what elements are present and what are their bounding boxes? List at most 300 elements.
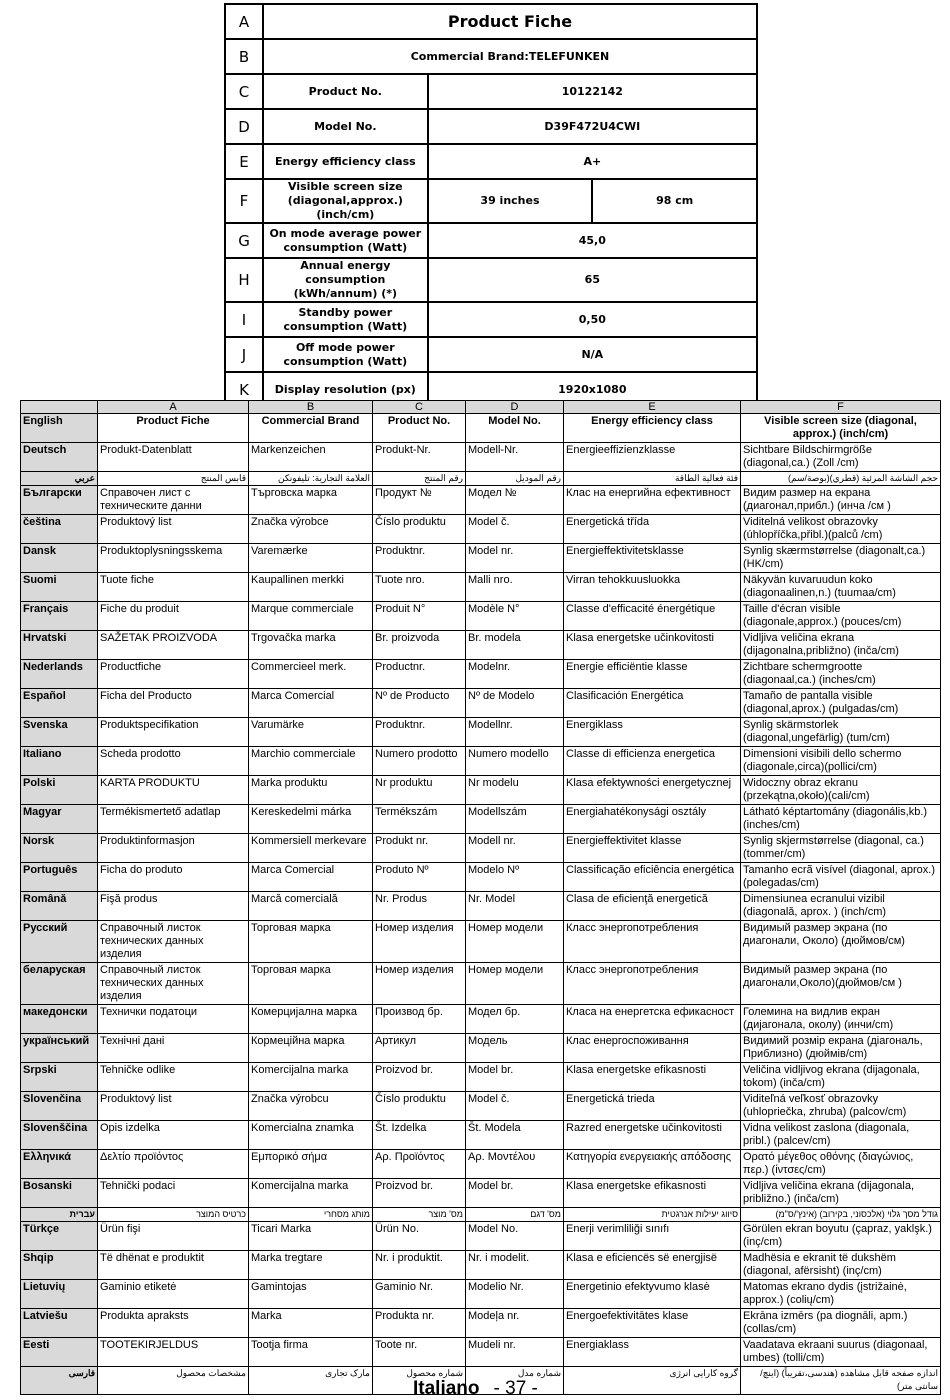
column-letter: D [466,401,564,414]
fiche-letter: F [225,179,263,223]
language-name: Slovenčina [21,1092,98,1121]
translation-cell: Matomas ekrano dydis (įstrižainė, approx.) (colių/cm) [741,1280,941,1309]
translation-cell: Energie efficiëntie klasse [564,660,741,689]
language-name: Svenska [21,718,98,747]
fiche-row [225,4,757,39]
translation-cell: Klasa energetske učinkovitosti [564,631,741,660]
translation-cell: Видимый размер экрана (по диагонали, Около) (дюймов/см) [741,921,941,963]
translation-cell: SAŽETAK PROIZVODA [98,631,249,660]
language-row [21,1208,941,1222]
translation-cell: Vaadatava ekraani suurus (diagonaal, umbes) (tolli/cm) [741,1338,941,1367]
column-letter: E [564,401,741,414]
translation-cell: Комерцијална марка [249,1005,373,1034]
language-row [21,689,941,718]
language-row [21,1034,941,1063]
language-row [21,1179,941,1208]
language-name: Italiano [21,747,98,776]
language-row [21,602,941,631]
translation-cell: Taille d'écran visible (diagonale,approx.) (pouces/cm) [741,602,941,631]
translation-cell: Energiahatékonysági osztály [564,805,741,834]
translation-cell: Tuote nro. [373,573,466,602]
language-name: Български [21,486,98,515]
language-name: عربي [21,472,98,486]
translation-cell: رقم المنتج [373,472,466,486]
translation-cell: Торговая марка [249,921,373,963]
translation-cell: Клас енергоспоживання [564,1034,741,1063]
language-row [21,472,941,486]
language-name: עברית [21,1208,98,1222]
language-row [21,1251,941,1280]
translation-cell: Vidljiva veličina ekrana (dijagonala, približno.) (inča/cm) [741,1179,941,1208]
translation-cell: Produto Nº [373,863,466,892]
fiche-value-secondary: 98 cm [592,179,757,223]
translation-cell: Marka produktu [249,776,373,805]
translation-cell: Zichtbare schermgrootte (diagonaal,ca.) (inches/cm) [741,660,941,689]
translation-cell: Model nr. [466,544,564,573]
column-header: Visible screen size (diagonal, approx.) (inch/cm) [741,414,941,443]
fiche-value: 45,0 [428,223,757,258]
language-name: Français [21,602,98,631]
translation-cell: Артикул [373,1034,466,1063]
translation-cell: Ficha del Producto [98,689,249,718]
translation-cell: حجم الشاشة المرئية (قطري)(بوصة/سم) [741,472,941,486]
language-row [21,1280,941,1309]
language-name: беларуская [21,963,98,1005]
translation-cell: Tamaño de pantalla visible (diagonal,aprox.) (pulgadas/cm) [741,689,941,718]
language-name: Shqip [21,1251,98,1280]
translation-cell: Модель [466,1034,564,1063]
translation-cell: Trgovačka marka [249,631,373,660]
translation-cell: Modellnr. [466,718,564,747]
translation-cell: Fiche du produit [98,602,249,631]
translation-cell: Marka [249,1309,373,1338]
fiche-label: Annual energy consumption (kWh/annum) (*) [263,258,428,302]
translation-cell: Číslo produktu [373,1092,466,1121]
language-row [21,1005,941,1034]
fiche-letter: C [225,74,263,109]
translation-cell: Marchio commerciale [249,747,373,776]
language-name: Lietuvių [21,1280,98,1309]
language-row [21,486,941,515]
translation-cell: Vidljiva veličina ekrana (dijagonalna,približno) (inča/cm) [741,631,941,660]
translation-cell: Marca Comercial [249,689,373,718]
translation-cell: Modell nr. [466,834,564,863]
translation-cell: Energieeffizienzklasse [564,443,741,472]
translation-cell: Vidna velikost zaslona (diagonala, pribl.) (palcev/cm) [741,1121,941,1150]
translation-cell: Големина на видлив екран (дијагонала, околу) (инчи/cm) [741,1005,941,1034]
language-name: Română [21,892,98,921]
fiche-letter: I [225,302,263,337]
language-row [21,1063,941,1092]
translation-cell: Opis izdelka [98,1121,249,1150]
fiche-value: 1920x1080 [428,372,757,407]
fiche-row [225,258,757,302]
translation-cell: Търговска марка [249,486,373,515]
translation-cell: Energetická trieda [564,1092,741,1121]
translation-cell: Mudeli nr. [466,1338,564,1367]
language-row [21,805,941,834]
translation-cell: Enerji verimliliği sınıfı [564,1222,741,1251]
fiche-label: Product No. [263,74,428,109]
language-name: Русский [21,921,98,963]
language-row [21,1121,941,1150]
fiche-letter: H [225,258,263,302]
translation-cell: Numero modello [466,747,564,776]
translation-cell: Номер модели [466,921,564,963]
language-row [21,515,941,544]
translation-cell: شماره محصول [373,1367,466,1395]
translation-cell: Класс энергопотребления [564,963,741,1005]
fiche-row [225,39,757,74]
language-row [21,660,941,689]
fiche-letter: K [225,372,263,407]
fiche-label: Visible screen size (diagonal,approx.) (inch/cm) [263,179,428,223]
language-name: Srpski [21,1063,98,1092]
translation-cell: Produkta apraksts [98,1309,249,1338]
translation-cell: Видимий розмір екрана (діагональ, Приблизно) (дюймів/cm) [741,1034,941,1063]
translation-cell: فئة فعالية الطاقة [564,472,741,486]
language-name: Eesti [21,1338,98,1367]
translation-cell: Productfiche [98,660,249,689]
translation-cell: Classificação eficiência energética [564,863,741,892]
translation-cell: Dimensioni visibili dello schermo (diagonale,circa)(pollici/cm) [741,747,941,776]
translation-cell: Proizvod br. [373,1063,466,1092]
translation-cell: مارک تجاری [249,1367,373,1395]
translation-cell: Energieffektivitetsklasse [564,544,741,573]
language-row [21,544,941,573]
translation-cell: Model br. [466,1179,564,1208]
translation-cell: Veličina vidljivog ekrana (dijagonala, tokom) (inča/cm) [741,1063,941,1092]
translation-cell: Технічні дані [98,1034,249,1063]
translation-cell: Razred energetske učinkovitosti [564,1121,741,1150]
translation-cell: Modelnr. [466,660,564,689]
translation-cell: Scheda prodotto [98,747,249,776]
column-letter: F [741,401,941,414]
language-name: Polski [21,776,98,805]
translation-cell: Varemærke [249,544,373,573]
translation-cell: Modelo Nº [466,863,564,892]
translation-cell: Produkt nr. [373,834,466,863]
translation-cell: Energieffektivitet klasse [564,834,741,863]
translation-cell: Fişă produs [98,892,249,921]
translation-cell: Modelio Nr. [466,1280,564,1309]
translation-cell: Näkyvän kuvaruudun koko (diagonaalinen,n.) (tuumaa/cm) [741,573,941,602]
translation-cell: Видимый размер экрана (по диагонали,Около)(дюймов/см ) [741,963,941,1005]
translation-cell: Торговая марка [249,963,373,1005]
translation-cell: Komercijalna marka [249,1179,373,1208]
translation-cell: Κατηγορία ενεργειακής απόδοσης [564,1150,741,1179]
translation-cell: Synlig skærmstørrelse (diagonalt,ca.) (HK/cm) [741,544,941,573]
translation-cell: شماره مدل [466,1367,564,1395]
language-name: Nederlands [21,660,98,689]
translation-cell: Nr. i modelit. [466,1251,564,1280]
language-name: Magyar [21,805,98,834]
fiche-value: 39 inches [428,179,593,223]
translation-cell: Gaminio etiketė [98,1280,249,1309]
translation-cell: Virran tehokkuusluokka [564,573,741,602]
language-row [21,1150,941,1179]
translation-cell: Clasa de eficienţă energetică [564,892,741,921]
translation-cell: Clasificación Energética [564,689,741,718]
translation-cell: Commercieel merk. [249,660,373,689]
translation-cell: Br. proizvoda [373,631,466,660]
column-header: Product No. [373,414,466,443]
column-header: Energy efficiency class [564,414,741,443]
translation-cell: Toote nr. [373,1338,466,1367]
translation-cell: Nr. Model [466,892,564,921]
translation-cell: Model č. [466,1092,564,1121]
language-name: Dansk [21,544,98,573]
language-row [21,718,941,747]
translation-cell: Εμπορικό σήμα [249,1150,373,1179]
translation-cell: Produktový list [98,1092,249,1121]
translation-cell: Markenzeichen [249,443,373,472]
translation-cell: מס' דגם [466,1208,564,1222]
language-name: Suomi [21,573,98,602]
translation-cell: Číslo produktu [373,515,466,544]
translation-cell: Numero prodotto [373,747,466,776]
language-row [21,747,941,776]
fiche-value: 0,50 [428,302,757,337]
translation-cell: Ticari Marka [249,1222,373,1251]
language-row [21,921,941,963]
translation-cell: Справочный листок технических данных изделия [98,921,249,963]
translation-cell: Látható képtartomány (diagonális,kb.) (inches/cm) [741,805,941,834]
fiche-row [225,179,757,223]
translation-cell: Produktnr. [373,718,466,747]
translation-cell: العلامة التجارية: تليفونكن [249,472,373,486]
language-row [21,863,941,892]
fiche-value: 10122142 [428,74,757,109]
language-name: فارسی [21,1367,98,1395]
translation-cell: Справочен лист с техническите данни [98,486,249,515]
translation-cell: مشخصات محصول [98,1367,249,1395]
translation-cell: Modèle N° [466,602,564,631]
translation-cell: Produkt-Datenblatt [98,443,249,472]
translation-cell: Modeļa nr. [466,1309,564,1338]
fiche-row [225,109,757,144]
translation-cell: Model br. [466,1063,564,1092]
translation-cell: Klasa energetske efikasnosti [564,1063,741,1092]
fiche-row [225,144,757,179]
column-letters-row [21,401,941,414]
translation-cell: Ορατό μέγεθος οθόνης (διαγώνιος, περ.) (ίντσες/cm) [741,1150,941,1179]
fiche-value: A+ [428,144,757,179]
language-name: Latviešu [21,1309,98,1338]
translation-cell: Madhësia e ekranit të dukshëm (diagonal, afërsisht) (inç/cm) [741,1251,941,1280]
language-row [21,573,941,602]
fiche-label: Display resolution (px) [263,372,428,407]
language-name: Norsk [21,834,98,863]
translation-cell: כרטיס המוצר [98,1208,249,1222]
column-letter: C [373,401,466,414]
translation-cell: Produktnr. [373,544,466,573]
translation-cell: Të dhënat e produktit [98,1251,249,1280]
translation-cell: Gaminio Nr. [373,1280,466,1309]
translation-cell: Energetická třída [564,515,741,544]
language-row [21,776,941,805]
column-header: Commercial Brand [249,414,373,443]
translation-cell: Značka výrobce [249,515,373,544]
translation-cell: Gamintojas [249,1280,373,1309]
translation-cell: Produktoplysningsskema [98,544,249,573]
translation-cell: סיווג יעילות אנרגטית [564,1208,741,1222]
language-name: Bosanski [21,1179,98,1208]
translation-cell: Model č. [466,515,564,544]
language-name: македонски [21,1005,98,1034]
language-name: Deutsch [21,443,98,472]
language-row [21,631,941,660]
translation-cell: Модел бр. [466,1005,564,1034]
fiche-letter: A [225,4,263,39]
translation-cell: Marka tregtare [249,1251,373,1280]
translation-cell: Komercijalna marka [249,1063,373,1092]
translation-cell: מותג מסחרי [249,1208,373,1222]
translation-cell: Nr. Produs [373,892,466,921]
translation-cell: Ürün No. [373,1222,466,1251]
translation-cell: Nr. i produktit. [373,1251,466,1280]
translation-cell: Št. Izdelka [373,1121,466,1150]
header-row [21,414,941,443]
translation-cell: Tehnički podaci [98,1179,249,1208]
translation-cell: Класа на енергетска ефикасност [564,1005,741,1034]
translation-cell: رقم الموديل [466,472,564,486]
product-fiche-table [224,3,758,408]
translation-cell: TOOTEKIRJELDUS [98,1338,249,1367]
fiche-letter: E [225,144,263,179]
translation-cell: Kereskedelmi márka [249,805,373,834]
translation-cell: Номер модели [466,963,564,1005]
translation-cell: Viditeľná veľkosť obrazovky (uhlopriečka, zhruba) (palcov/cm) [741,1092,941,1121]
translation-cell: Модел № [466,486,564,515]
language-name: čeština [21,515,98,544]
language-name: English [21,414,98,443]
fiche-label: Standby power consumption (Watt) [263,302,428,337]
fiche-label: Off mode power consumption (Watt) [263,337,428,372]
translation-cell: گروه کارایی انرژی [564,1367,741,1395]
column-letter: B [249,401,373,414]
translation-cell: Energiaklass [564,1338,741,1367]
translation-cell: Kommersiell merkevare [249,834,373,863]
fiche-brand: Commercial Brand:TELEFUNKEN [263,39,757,74]
translation-cell: Tuote fiche [98,573,249,602]
translation-cell: Produktinformasjon [98,834,249,863]
translation-cell: Termékszám [373,805,466,834]
language-name: Hrvatski [21,631,98,660]
translation-cell: Modellszám [466,805,564,834]
translation-cell: Viditelná velikost obrazovky (úhlopříčka,přibl.)(palců /cm) [741,515,941,544]
translation-cell: Marca Comercial [249,863,373,892]
footer-language: Italiano [413,1378,480,1399]
translation-cell: Tamanho ecrã visível (diagonal, aprox.) (polegadas/cm) [741,863,941,892]
translation-cell: Br. modela [466,631,564,660]
fiche-row [225,74,757,109]
language-row [21,1092,941,1121]
translation-cell: Видим размер на екрана (диагонал,прибл.) (инча /см ) [741,486,941,515]
translation-cell: Tehničke odlike [98,1063,249,1092]
translation-cell: Δελτίο προϊόντος [98,1150,249,1179]
translation-cell: Klasa energetske efikasnosti [564,1179,741,1208]
translation-cell: Komercialna znamka [249,1121,373,1150]
fiche-label: Model No. [263,109,428,144]
translation-cell: Tootja firma [249,1338,373,1367]
language-row [21,963,941,1005]
translation-cell: Classe di efficienza energetica [564,747,741,776]
translation-cell: Produkta nr. [373,1309,466,1338]
language-row [21,834,941,863]
translation-table [20,400,941,1395]
fiche-row [225,302,757,337]
translation-cell: Synlig skjermstørrelse (diagonal, ca.) (tommer/cm) [741,834,941,863]
fiche-row [225,337,757,372]
translation-cell: Αρ. Μοντέλου [466,1150,564,1179]
language-name: Slovenščina [21,1121,98,1150]
translation-cell: Görülen ekran boyutu (çapraz, yaklşk.) (inç/cm) [741,1222,941,1251]
translation-cell: Kaupallinen merkki [249,573,373,602]
column-header: Product Fiche [98,414,249,443]
translation-cell: Ekrāna izmērs (pa diognāli, apm.) (collas/cm) [741,1309,941,1338]
translation-cell: Productnr. [373,660,466,689]
translation-cell: Nº de Modelo [466,689,564,718]
translation-cell: Технички податоци [98,1005,249,1034]
translation-cell: Varumärke [249,718,373,747]
translation-cell: Кормеційна марка [249,1034,373,1063]
fiche-value: N/A [428,337,757,372]
column-letter-blank [21,401,98,414]
translation-cell: Marque commerciale [249,602,373,631]
translation-cell: Ficha do produto [98,863,249,892]
translation-cell: Klasa efektywności energetycznej [564,776,741,805]
translation-cell: Klasa e eficiencës së energjisë [564,1251,741,1280]
fiche-row [225,223,757,258]
language-name: український [21,1034,98,1063]
translation-cell: Energiklass [564,718,741,747]
translation-cell: Modell-Nr. [466,443,564,472]
translation-cell: Energetinio efektyvumo klasė [564,1280,741,1309]
translation-cell: Номер изделия [373,921,466,963]
translation-cell: Nr modelu [466,776,564,805]
translation-cell: Продукт № [373,486,466,515]
translation-cell: Производ бр. [373,1005,466,1034]
translation-cell: Malli nro. [466,573,564,602]
language-row [21,443,941,472]
translation-cell: Proizvod br. [373,1179,466,1208]
column-letter: A [98,401,249,414]
translation-cell: Classe d'efficacité énergétique [564,602,741,631]
translation-cell: Nº de Producto [373,689,466,718]
translation-cell: Model No. [466,1222,564,1251]
fiche-letter: G [225,223,263,258]
language-name: Türkçe [21,1222,98,1251]
translation-cell: Sichtbare Bildschirmgröße (diagonal,ca.) (Zoll /cm) [741,443,941,472]
language-row [21,1309,941,1338]
language-name: Ελληνικά [21,1150,98,1179]
translation-cell: Produktspecifikation [98,718,249,747]
language-name: Español [21,689,98,718]
translation-cell: Synlig skärmstorlek (diagonal,ungefärlig) (tum/cm) [741,718,941,747]
fiche-title: Product Fiche [263,4,757,39]
fiche-value: D39F472U4CWI [428,109,757,144]
translation-cell: Št. Modela [466,1121,564,1150]
translation-cell: Produit N° [373,602,466,631]
language-row [21,1222,941,1251]
page-number: - 37 - [493,1378,538,1399]
translation-cell: Nr produktu [373,776,466,805]
translation-cell: Produkt-Nr. [373,443,466,472]
translation-cell: Produktový list [98,515,249,544]
fiche-letter: B [225,39,263,74]
translation-cell: Značka výrobcu [249,1092,373,1121]
